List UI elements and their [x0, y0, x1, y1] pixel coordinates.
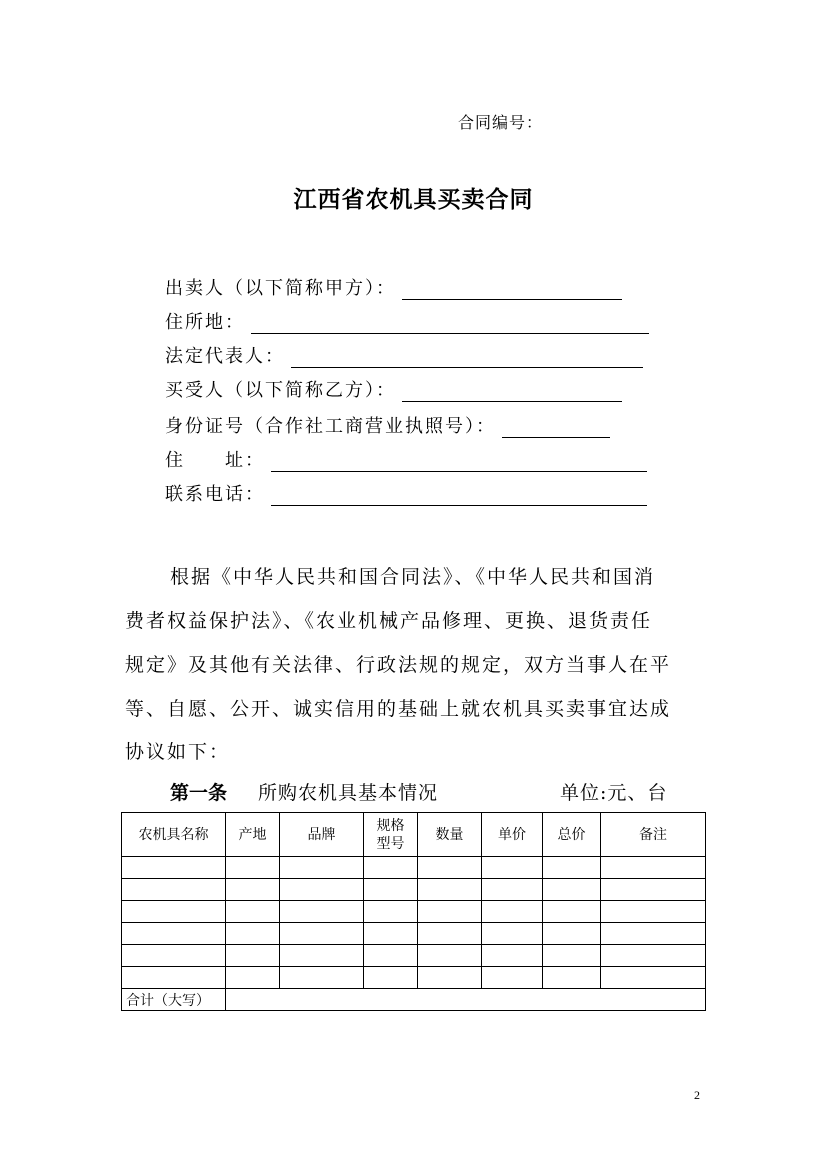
intro-line-4: 等、自愿、公开、诚实信用的基础上就农机具买卖事宜达成	[125, 698, 672, 720]
seller-field	[165, 270, 622, 300]
intro-line-2: 费者权益保护法》、《农业机械产品修理、更换、退货责任	[125, 610, 653, 632]
intro-line-5: 协议如下：	[125, 741, 231, 763]
header-spec-line-2: 型号	[376, 835, 405, 852]
page-number: 2	[694, 1088, 700, 1102]
table-cell[interactable]	[364, 857, 418, 879]
address-label: 住 址：	[165, 450, 265, 471]
table-cell[interactable]	[226, 923, 280, 945]
table-cell[interactable]	[364, 879, 418, 901]
table-cell[interactable]	[280, 967, 364, 989]
buyer-label: 买受人（以下简称乙方）：	[165, 380, 396, 401]
table-cell[interactable]	[364, 901, 418, 923]
table-row	[122, 923, 706, 945]
table-cell[interactable]	[280, 923, 364, 945]
header-cell-total-price: 总价	[543, 813, 601, 857]
table-cell[interactable]	[601, 923, 706, 945]
unit-label: 单位:元、台	[560, 782, 668, 804]
residence-label: 住所地：	[165, 312, 245, 333]
table-cell[interactable]	[226, 967, 280, 989]
table-cell[interactable]	[122, 923, 226, 945]
table-cell[interactable]	[543, 857, 601, 879]
table-cell[interactable]	[364, 967, 418, 989]
table-row	[122, 857, 706, 879]
header-cell-brand: 品牌	[280, 813, 364, 857]
table-cell[interactable]	[601, 879, 706, 901]
legal-rep-label: 法定代表人：	[165, 346, 285, 367]
table-cell[interactable]	[122, 901, 226, 923]
table-cell[interactable]	[280, 857, 364, 879]
table-cell[interactable]	[543, 945, 601, 967]
header-cell-remarks: 备注	[601, 813, 706, 857]
table-cell[interactable]	[122, 857, 226, 879]
table-cell[interactable]	[122, 945, 226, 967]
table-cell[interactable]	[226, 945, 280, 967]
id-blank[interactable]	[502, 415, 610, 438]
table-cell[interactable]	[418, 857, 482, 879]
header-cell-spec	[364, 813, 418, 857]
table-cell[interactable]	[418, 967, 482, 989]
phone-blank[interactable]	[271, 483, 647, 506]
table-cell[interactable]	[601, 901, 706, 923]
article-1-title: 所购农机具基本情况	[258, 782, 439, 804]
table-cell[interactable]	[543, 901, 601, 923]
table-cell[interactable]	[418, 945, 482, 967]
intro-line-1: 根据《中华人民共和国合同法》、《中华人民共和国消	[170, 566, 656, 588]
goods-table	[121, 812, 706, 1011]
table-cell[interactable]	[364, 945, 418, 967]
table-cell[interactable]	[543, 923, 601, 945]
id-label: 身份证号（合作社工商营业执照号）：	[165, 416, 496, 437]
table-cell[interactable]	[601, 967, 706, 989]
seller-blank[interactable]	[402, 277, 622, 300]
seller-label: 出卖人（以下简称甲方）：	[165, 278, 396, 299]
table-cell[interactable]	[482, 857, 543, 879]
legal-rep-blank[interactable]	[291, 345, 643, 368]
residence-blank[interactable]	[251, 311, 649, 334]
header-cell-origin: 产地	[226, 813, 280, 857]
table-cell[interactable]	[226, 901, 280, 923]
table-cell[interactable]	[482, 945, 543, 967]
table-cell[interactable]	[364, 923, 418, 945]
table-row	[122, 967, 706, 989]
total-label: 合计（大写）	[122, 989, 226, 1011]
table-cell[interactable]	[418, 879, 482, 901]
header-cell-unit-price: 单价	[482, 813, 543, 857]
header-cell-quantity: 数量	[418, 813, 482, 857]
table-cell[interactable]	[418, 923, 482, 945]
table-cell[interactable]	[601, 945, 706, 967]
table-cell[interactable]	[482, 967, 543, 989]
table-cell[interactable]	[226, 857, 280, 879]
header-spec-line-1: 规格	[376, 817, 405, 834]
table-cell[interactable]	[418, 901, 482, 923]
address-field	[165, 442, 647, 472]
article-1-number: 第一条	[170, 782, 228, 804]
table-row	[122, 945, 706, 967]
table-total-row	[122, 989, 706, 1011]
table-cell[interactable]	[280, 879, 364, 901]
table-cell[interactable]	[482, 901, 543, 923]
table-cell[interactable]	[226, 879, 280, 901]
table-row	[122, 901, 706, 923]
phone-field	[165, 476, 647, 506]
table-row	[122, 879, 706, 901]
residence-field	[165, 304, 649, 334]
id-field	[165, 408, 610, 438]
table-cell[interactable]	[482, 879, 543, 901]
table-cell[interactable]	[601, 857, 706, 879]
header-cell-name: 农机具名称	[122, 813, 226, 857]
table-header-row	[122, 813, 706, 857]
legal-rep-field	[165, 338, 643, 368]
phone-label: 联系电话：	[165, 484, 265, 505]
buyer-blank[interactable]	[402, 379, 622, 402]
table-cell[interactable]	[543, 879, 601, 901]
table-cell[interactable]	[482, 923, 543, 945]
table-cell[interactable]	[122, 967, 226, 989]
table-cell[interactable]	[543, 967, 601, 989]
table-cell[interactable]	[280, 945, 364, 967]
address-blank[interactable]	[271, 449, 647, 472]
total-amount-cell[interactable]	[226, 989, 706, 1011]
table-cell[interactable]	[122, 879, 226, 901]
contract-number-label: 合同编号：	[458, 113, 544, 132]
intro-line-3: 规定》及其他有关法律、行政法规的规定，双方当事人在平	[125, 654, 672, 676]
buyer-field	[165, 372, 622, 402]
table-cell[interactable]	[280, 901, 364, 923]
document-title: 江西省农机具买卖合同	[293, 187, 534, 213]
